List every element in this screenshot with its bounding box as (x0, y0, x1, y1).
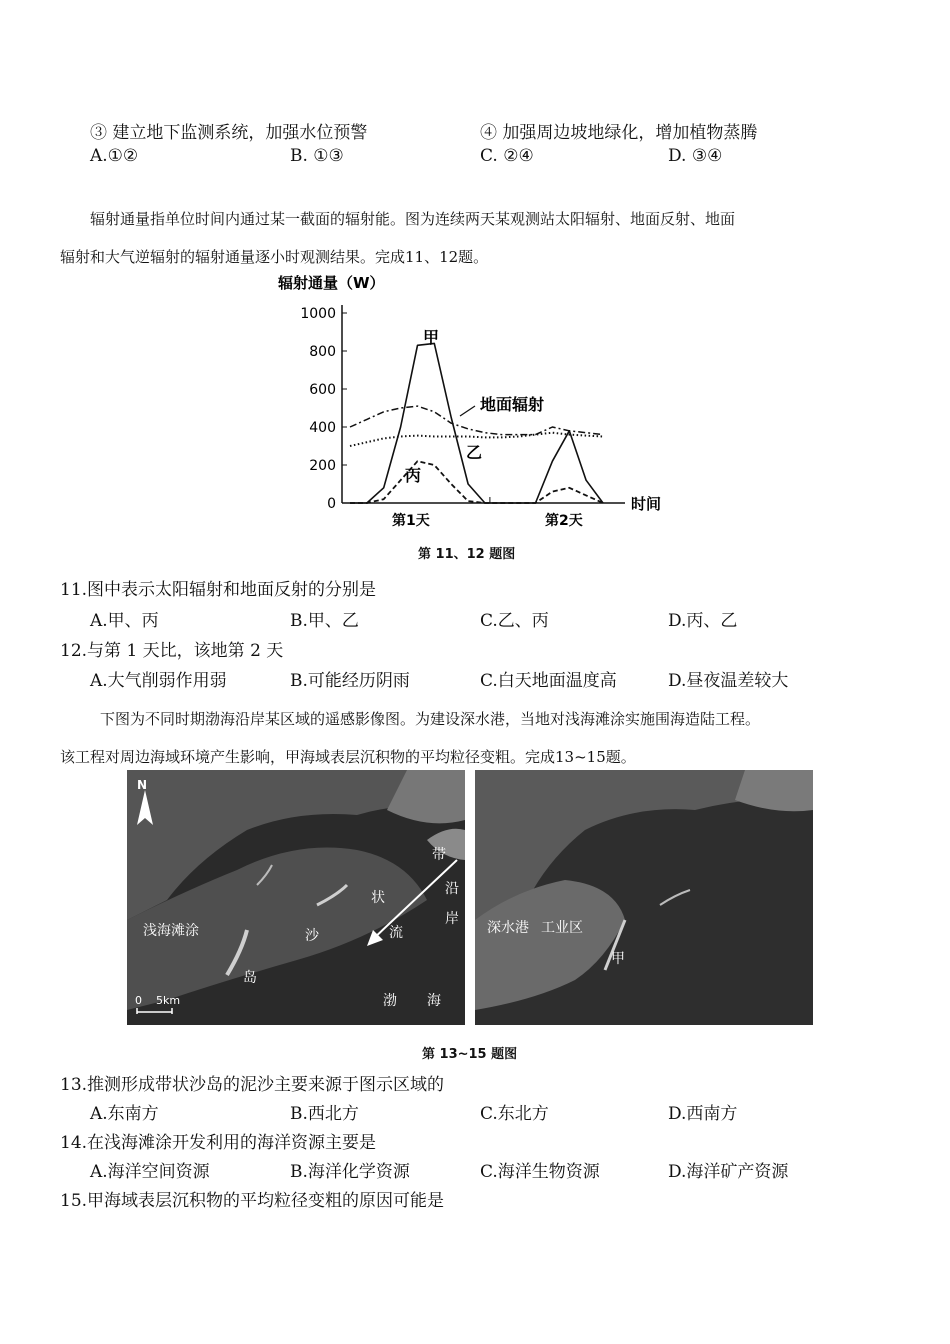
current-label-2: 状 (371, 890, 385, 906)
q13-choice-b: B.西北方 (290, 1104, 359, 1124)
series-line-4 (350, 406, 603, 435)
map-right-image (475, 770, 813, 1025)
q12-choice-b: B.可能经历阴雨 (290, 671, 410, 691)
q14-choice-d: D.海洋矿产资源 (668, 1162, 789, 1182)
series-label-ground: 地面辐射 (480, 395, 545, 414)
q12-choice-a: A.大气削弱作用弱 (90, 671, 227, 691)
intro-11-12-line1: 辐射通量指单位时间内通过某一截面的辐射能。图为连续两天某观测站太阳辐射、地面反射、地面 (90, 210, 736, 228)
chart-title: 辐射通量（W） (278, 274, 385, 292)
y-tick-label: 400 (309, 420, 336, 436)
x-tick-label: 第2天 (544, 513, 583, 529)
sandbar-label-1: 沙 (305, 928, 319, 944)
q14-choice-a: A.海洋空间资源 (90, 1162, 210, 1182)
sandbar-label-2: 岛 (243, 970, 257, 986)
scale-label: 0 5km (135, 994, 181, 1007)
q11-choice-b: B.甲、乙 (290, 611, 359, 631)
y-tick-label: 600 (309, 382, 336, 398)
intro-13-15 (60, 700, 890, 776)
q12-choice-d: D.昼夜温差较大 (668, 671, 789, 691)
intro-13-15-line1: 下图为不同时期渤海沿岸某区域的遥感影像图。为建设深水港，当地对浅海滩涂实施围海造陆工程。 (100, 710, 761, 728)
series-line-3 (350, 461, 603, 503)
x-tick-label: 第1天 (391, 513, 430, 529)
current-label-1: 带 (432, 847, 446, 863)
series-line-1 (350, 343, 603, 503)
radiation-chart (270, 268, 690, 538)
q11-choice-d: D.丙、乙 (668, 611, 738, 631)
intro-11-12-line2: 辐射和大气逆辐射的辐射通量逐小时观测结果。完成11、12题。 (60, 248, 489, 266)
choice-c: C. ②④ (480, 146, 534, 166)
option-item-3: ③ 建立地下监测系统，加强水位预警 (90, 123, 368, 143)
industry-label: 工业区 (541, 920, 583, 936)
q13-choice-a: A.东南方 (90, 1104, 159, 1124)
sea-label-2: 海 (427, 993, 441, 1009)
sea-area-jia-label: 甲 (611, 951, 625, 967)
series-label-jia: 甲 (423, 328, 440, 347)
q12-stem: 12.与第 1 天比，该地第 2 天 (60, 641, 284, 661)
tidal-flat-label: 浅海滩涂 (143, 923, 199, 939)
choice-d: D. ③④ (668, 146, 723, 166)
current-label-3: 沿 (445, 881, 459, 897)
choice-a: A.①② (90, 146, 139, 166)
q15-stem: 15.甲海域表层沉积物的平均粒径变粗的原因可能是 (60, 1191, 445, 1211)
q14-choice-b: B.海洋化学资源 (290, 1162, 410, 1182)
north-label: N (137, 778, 148, 792)
port-label: 深水港 (487, 920, 529, 936)
map-left-image (127, 770, 465, 1025)
y-tick-label: 800 (309, 344, 336, 360)
q14-stem: 14.在浅海滩涂开发利用的海洋资源主要是 (60, 1133, 377, 1153)
option-item-4: ④ 加强周边坡地绿化，增加植物蒸腾 (480, 123, 758, 143)
q13-choice-d: D.西南方 (668, 1104, 738, 1124)
current-label-5: 流 (389, 925, 403, 941)
map-right (475, 770, 813, 1025)
q11-choice-a: A.甲、丙 (90, 611, 159, 631)
y-tick-label: 0 (327, 496, 336, 512)
q12-choice-c: C.白天地面温度高 (480, 671, 617, 691)
y-tick-label: 200 (309, 458, 336, 474)
q14-choice-c: C.海洋生物资源 (480, 1162, 600, 1182)
series-label-yi: 乙 (466, 443, 483, 462)
y-tick-label: 1000 (300, 306, 336, 322)
figure-11-12-caption: 第 11、12 题图 (418, 547, 516, 562)
map-left (127, 770, 465, 1025)
intro-11-12 (60, 200, 890, 276)
q11-choice-c: C.乙、丙 (480, 611, 549, 631)
q13-choice-c: C.东北方 (480, 1104, 549, 1124)
x-axis-label: 时间 (631, 495, 662, 513)
q13-stem: 13.推测形成带状沙岛的泥沙主要来源于图示区域的 (60, 1075, 445, 1095)
sea-label-1: 渤 (383, 993, 397, 1009)
choice-b: B. ①③ (290, 146, 344, 166)
figure-13-15-caption: 第 13~15 题图 (422, 1047, 518, 1062)
ground-label-pointer (460, 406, 475, 416)
intro-13-15-line2: 该工程对周边海域环境产生影响，甲海域表层沉积物的平均粒径变粗。完成13~15题。 (60, 748, 636, 766)
q11-stem: 11.图中表示太阳辐射和地面反射的分别是 (60, 580, 377, 600)
current-label-4: 岸 (445, 911, 459, 927)
series-label-bing: 丙 (405, 466, 422, 485)
